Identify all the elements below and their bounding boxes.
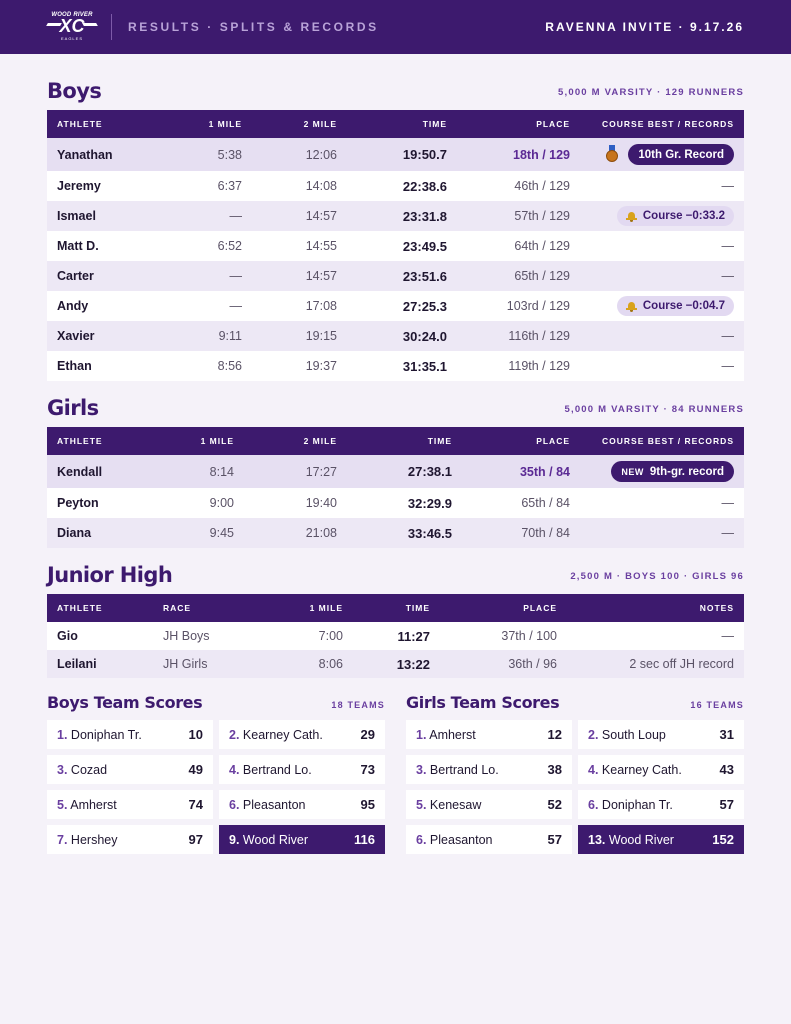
team-name: Pleasanton	[242, 797, 306, 812]
record-cell: —	[721, 239, 734, 253]
athlete-name: Peyton	[57, 496, 99, 510]
team-rank: 4.	[229, 762, 240, 777]
course-best-badge	[617, 296, 734, 316]
team-score-cell	[47, 825, 213, 854]
team-score-cell	[219, 790, 385, 819]
team-points: 74	[188, 797, 203, 812]
split-1-mile: 6:52	[217, 239, 242, 253]
team-name: Wood River	[242, 832, 308, 847]
place: 35th / 84	[519, 464, 570, 479]
boys-scores-meta: 18 TEAMS	[331, 700, 385, 710]
split-1-mile: 5:38	[217, 147, 242, 162]
split-1-mile: 9:11	[218, 329, 242, 343]
team-points: 38	[547, 762, 562, 777]
team-rank: 3.	[416, 762, 427, 777]
team-name: Wood River	[608, 832, 674, 847]
split-1-mile: —	[229, 269, 242, 283]
table-row	[47, 231, 744, 261]
place: 46th / 129	[514, 179, 570, 193]
place: 65th / 84	[521, 496, 570, 510]
record-text: 9th-gr. record	[649, 465, 724, 478]
boys-meta: 5,000 M VARSITY · 129 RUNNERS	[558, 87, 744, 98]
split-2-mile: 21:08	[305, 526, 337, 540]
race-name: JH Boys	[163, 629, 210, 643]
split-1-mile: 6:37	[217, 179, 242, 193]
course-best-text: Course −0:33.2	[642, 210, 725, 222]
record-cell: —	[721, 269, 734, 283]
team-name: South Loup	[601, 727, 666, 742]
team-name: Hershey	[70, 832, 118, 847]
team-name: Amherst	[429, 727, 476, 742]
boys-team-scores	[47, 692, 385, 854]
notes: —	[721, 629, 734, 643]
team-score-cell	[219, 720, 385, 749]
athlete-name: Jeremy	[57, 179, 101, 193]
own-team-score-cell	[578, 825, 744, 854]
table-row	[47, 171, 744, 201]
finish-time: 22:38.6	[402, 178, 447, 194]
team-score-cell	[219, 755, 385, 784]
team-name: Amherst	[70, 797, 117, 812]
bell-icon	[626, 301, 637, 312]
jh-title: Junior High	[47, 563, 173, 587]
split-2-mile: 17:08	[305, 299, 337, 313]
finish-time: 33:46.5	[407, 525, 452, 541]
team-points: 52	[547, 797, 562, 812]
record-cell	[580, 138, 744, 171]
record-cell: —	[721, 526, 734, 540]
team-rank: 9.	[229, 832, 240, 847]
team-points: 31	[719, 727, 734, 742]
logo-bottom-text: EAGLES	[60, 36, 83, 41]
col-place: PLACE	[536, 119, 570, 129]
record-badge: 10th Gr. Record	[628, 144, 734, 165]
finish-time: 30:24.0	[402, 328, 447, 344]
race-name: JH Girls	[163, 657, 208, 671]
table-row	[47, 650, 744, 678]
team-points: 10	[188, 727, 203, 742]
team-rank: 7.	[57, 832, 68, 847]
jh-section-header	[47, 556, 744, 588]
team-rank: 2.	[229, 727, 240, 742]
athlete-name: Carter	[57, 269, 94, 283]
split-2-mile: 19:40	[305, 496, 337, 510]
split-1-mile: 9:00	[209, 496, 234, 510]
logo-top-text: WOOD RIVER	[51, 12, 93, 18]
team-rank: 1.	[57, 727, 68, 742]
table-row	[47, 488, 744, 518]
col-race: RACE	[163, 603, 192, 613]
table-row	[47, 455, 744, 488]
team-points: 73	[360, 762, 375, 777]
team-rank: 6.	[229, 797, 240, 812]
athlete-name: Matt D.	[57, 239, 99, 253]
col-1-mile: 1 MILE	[309, 603, 343, 613]
split-1-mile: —	[229, 209, 242, 223]
finish-time: 27:38.1	[407, 464, 452, 479]
own-team-score-cell	[219, 825, 385, 854]
team-score-cell	[406, 825, 572, 854]
athlete-name: Xavier	[57, 329, 95, 343]
team-score-cell	[406, 720, 572, 749]
team-points: 57	[719, 797, 734, 812]
team-score-cell	[406, 755, 572, 784]
meet-title: RAVENNA INVITE · 9.17.26	[545, 20, 744, 34]
record-cell	[580, 291, 744, 321]
finish-time: 23:31.8	[402, 208, 447, 224]
team-points: 152	[712, 832, 734, 847]
team-points: 12	[547, 727, 562, 742]
team-score-cell	[578, 790, 744, 819]
boys-section-header	[47, 72, 744, 104]
team-rank: 5.	[57, 797, 68, 812]
team-rank: 6.	[416, 832, 427, 847]
col-2-mile: 2 MILE	[303, 436, 337, 446]
col-time: TIME	[405, 603, 430, 613]
bell-icon	[626, 211, 637, 222]
table-row	[47, 291, 744, 321]
place: 70th / 84	[521, 526, 570, 540]
team-name: Bertrand Lo.	[242, 762, 312, 777]
team-points: 49	[188, 762, 203, 777]
jh-results-table	[47, 594, 744, 678]
boys-table-header	[47, 110, 744, 138]
team-points: 97	[188, 832, 203, 847]
finish-time: 31:35.1	[402, 358, 447, 374]
boys-results-table	[47, 110, 744, 381]
logo-xc-text: XC	[59, 16, 85, 36]
finish-time: 13:22	[396, 656, 430, 672]
girls-results-table	[47, 427, 744, 548]
record-cell: —	[721, 359, 734, 373]
col-notes: NOTES	[699, 603, 734, 613]
team-logo	[47, 12, 97, 42]
team-rank: 1.	[416, 727, 427, 742]
athlete-name: Andy	[57, 299, 89, 313]
table-row	[47, 622, 744, 650]
team-points: 29	[360, 727, 375, 742]
col-place: PLACE	[523, 603, 557, 613]
record-cell: —	[721, 329, 734, 343]
col-athlete: ATHLETE	[57, 436, 103, 446]
team-score-cell	[578, 755, 744, 784]
team-score-cell	[47, 755, 213, 784]
girls-table-header	[47, 427, 744, 455]
split-2-mile: 17:27	[305, 464, 337, 479]
girls-scores-title: Girls Team Scores	[406, 693, 560, 712]
team-name: Kenesaw	[429, 797, 482, 812]
finish-time: 11:27	[397, 628, 430, 644]
col-time: TIME	[427, 436, 452, 446]
finish-time: 23:49.5	[402, 238, 447, 254]
team-score-cell	[47, 720, 213, 749]
athlete-name: Ismael	[57, 209, 96, 223]
girls-section-header	[47, 389, 744, 421]
team-score-cell	[406, 790, 572, 819]
table-row	[47, 261, 744, 291]
team-score-cell	[578, 720, 744, 749]
place: 64th / 129	[514, 239, 570, 253]
col-2-mile: 2 MILE	[303, 119, 337, 129]
split-2-mile: 19:37	[305, 359, 337, 373]
athlete-name: Kendall	[57, 464, 103, 479]
record-badge	[611, 461, 734, 482]
girls-meta: 5,000 M VARSITY · 84 RUNNERS	[564, 404, 744, 415]
jh-table-header	[47, 594, 744, 622]
place: 116th / 129	[508, 329, 570, 343]
team-rank: 6.	[588, 797, 599, 812]
team-rank: 3.	[57, 762, 68, 777]
team-name: Pleasanton	[429, 832, 493, 847]
finish-time: 27:25.3	[402, 298, 447, 314]
split-1-mile: 8:14	[209, 464, 234, 479]
header-divider	[111, 14, 112, 40]
team-rank: 4.	[588, 762, 599, 777]
split-1-mile: 7:00	[318, 629, 343, 643]
place: 103rd / 129	[506, 299, 570, 313]
col-athlete: ATHLETE	[57, 603, 103, 613]
place: 65th / 129	[514, 269, 570, 283]
team-points: 95	[360, 797, 375, 812]
col-1-mile: 1 MILE	[208, 119, 242, 129]
table-row	[47, 321, 744, 351]
athlete-name: Yanathan	[57, 147, 113, 162]
team-points: 43	[719, 762, 734, 777]
split-1-mile: 9:45	[209, 526, 234, 540]
finish-time: 32:29.9	[407, 495, 452, 511]
team-name: Kearney Cath.	[601, 762, 682, 777]
split-1-mile: 8:06	[318, 657, 343, 671]
split-2-mile: 14:57	[305, 269, 337, 283]
split-2-mile: 12:06	[305, 147, 337, 162]
jh-meta: 2,500 M · BOYS 100 · GIRLS 96	[570, 571, 744, 582]
athlete-name: Leilani	[57, 657, 97, 671]
athlete-name: Gio	[57, 629, 78, 643]
boys-title: Boys	[47, 79, 102, 103]
split-2-mile: 14:08	[305, 179, 337, 193]
place: 36th / 96	[508, 657, 557, 671]
course-best-text: Course −0:04.7	[642, 300, 725, 312]
new-tag: NEW	[621, 466, 644, 477]
girls-team-scores	[406, 692, 744, 854]
split-1-mile: —	[229, 299, 242, 313]
record-cell: —	[721, 179, 734, 193]
split-2-mile: 14:55	[305, 239, 337, 253]
boys-scores-title: Boys Team Scores	[47, 693, 203, 712]
team-name: Doniphan Tr.	[601, 797, 673, 812]
team-points: 57	[547, 832, 562, 847]
team-points: 116	[354, 832, 375, 847]
girls-scores-meta: 16 TEAMS	[690, 700, 744, 710]
notes: 2 sec off JH record	[629, 657, 734, 671]
table-row	[47, 138, 744, 171]
col-place: PLACE	[536, 436, 570, 446]
col-time: TIME	[422, 119, 447, 129]
split-2-mile: 14:57	[305, 209, 337, 223]
col-1-mile: 1 MILE	[200, 436, 234, 446]
record-cell	[580, 455, 744, 488]
team-rank: 2.	[588, 727, 599, 742]
place: 119th / 129	[508, 359, 570, 373]
col-athlete: ATHLETE	[57, 119, 103, 129]
record-cell: —	[721, 496, 734, 510]
finish-time: 19:50.7	[402, 147, 447, 162]
medal-icon	[606, 145, 618, 163]
place: 18th / 129	[513, 147, 570, 162]
table-row	[47, 518, 744, 548]
team-rank: 13.	[588, 832, 606, 847]
section-title: RESULTS · SPLITS & RECORDS	[128, 20, 379, 34]
team-rank: 5.	[416, 797, 427, 812]
team-score-cell	[47, 790, 213, 819]
col-records: COURSE BEST / RECORDS	[602, 119, 734, 129]
top-bar	[0, 0, 791, 54]
split-1-mile: 8:56	[217, 359, 242, 373]
place: 37th / 100	[501, 629, 557, 643]
athlete-name: Diana	[57, 526, 92, 540]
team-name: Kearney Cath.	[242, 727, 323, 742]
record-cell	[580, 201, 744, 231]
team-name: Bertrand Lo.	[429, 762, 499, 777]
athlete-name: Ethan	[57, 359, 92, 373]
table-row	[47, 201, 744, 231]
split-2-mile: 19:15	[305, 329, 337, 343]
girls-title: Girls	[47, 396, 99, 420]
team-name: Doniphan Tr.	[70, 727, 142, 742]
team-name: Cozad	[70, 762, 108, 777]
col-records: COURSE BEST / RECORDS	[602, 436, 734, 446]
table-row	[47, 351, 744, 381]
finish-time: 23:51.6	[402, 268, 447, 284]
course-best-badge	[617, 206, 734, 226]
place: 57th / 129	[514, 209, 570, 223]
